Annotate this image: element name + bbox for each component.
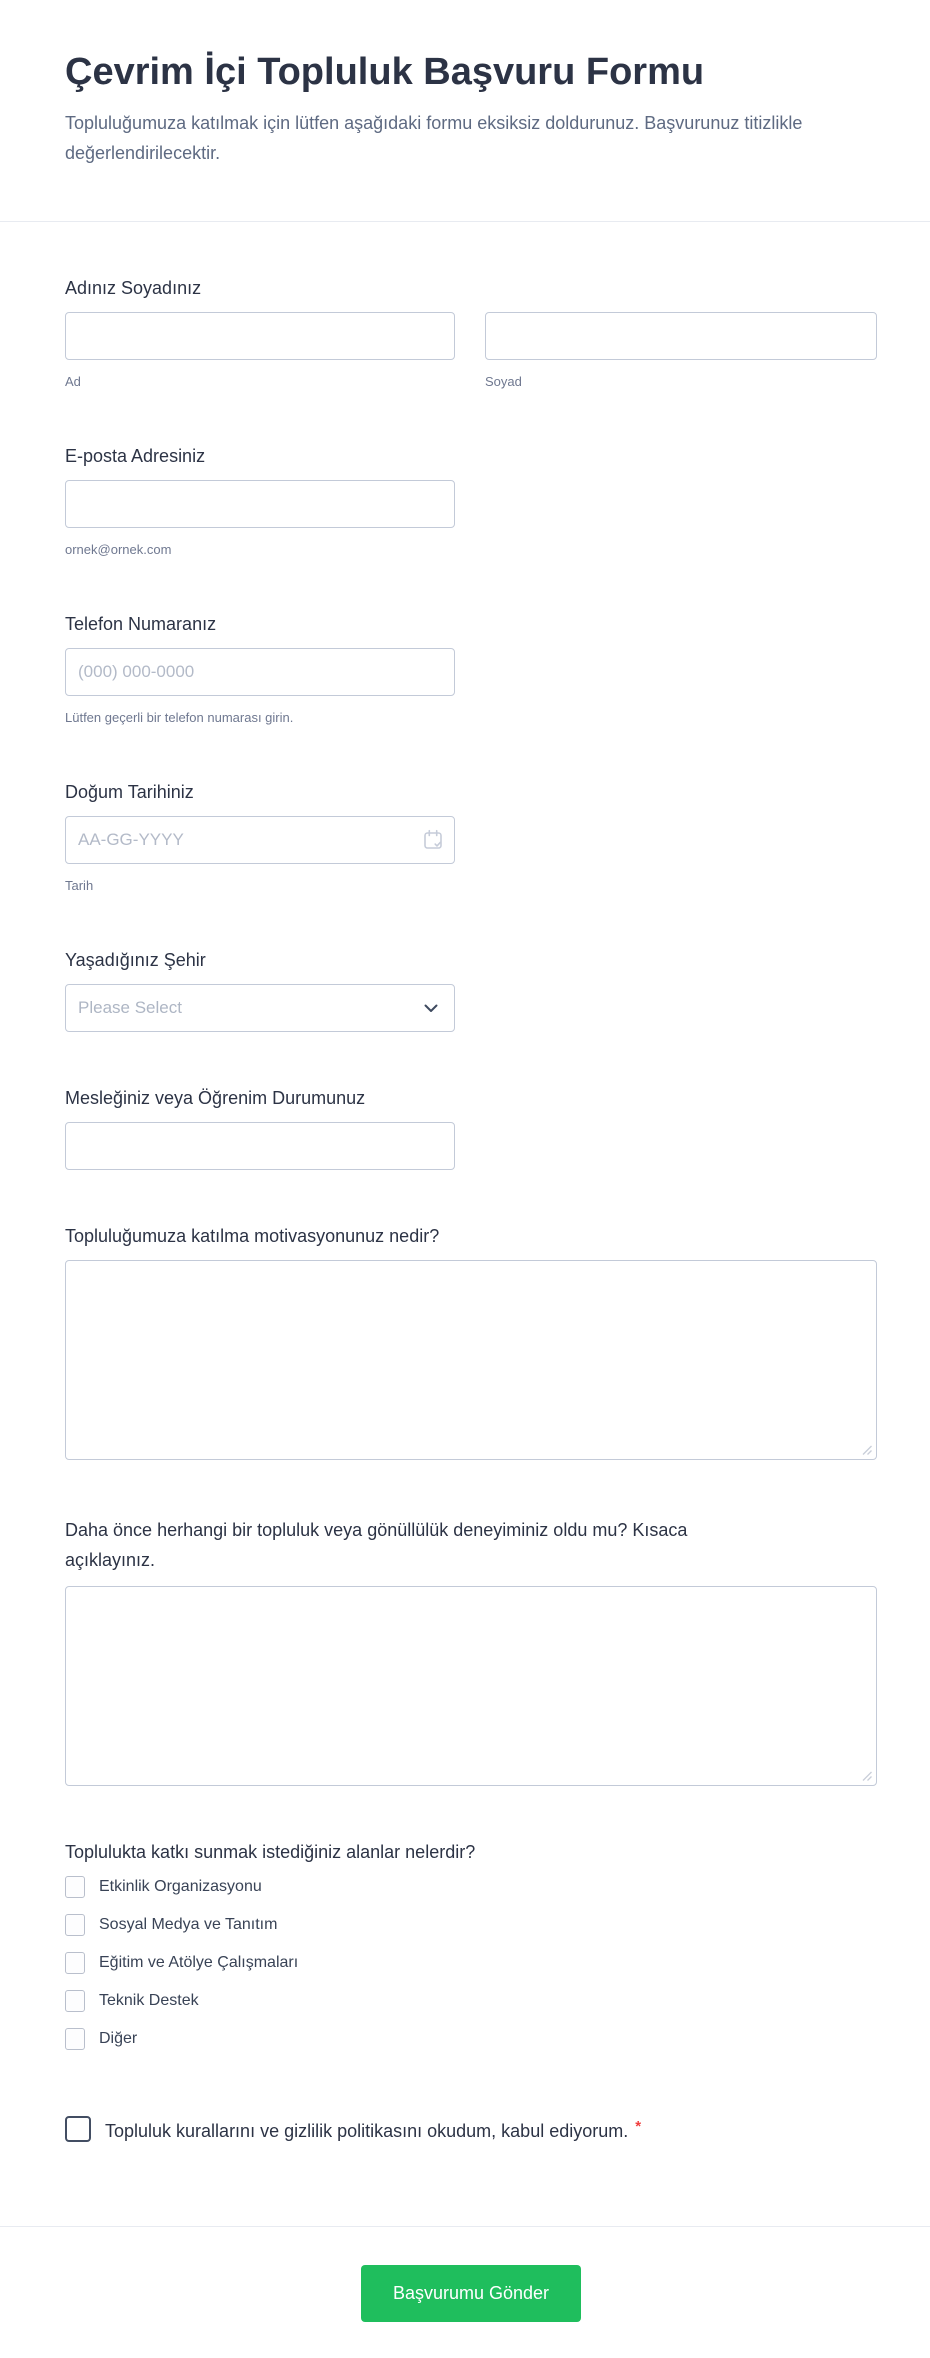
contribution-option-label: Teknik Destek [99,1992,199,2009]
footer-divider [0,2226,930,2227]
contribution-option-3[interactable] [65,1952,877,1974]
birthdate-input[interactable] [65,816,455,864]
page-title: Çevrim İçi Topluluk Başvuru Formu [65,51,705,93]
field-birthdate [65,781,877,894]
occupation-label: Mesleğiniz veya Öğrenim Durumunuz [65,1088,366,1108]
agreement-label: Topluluk kurallarını ve gizlilik politikasını okudum, kabul ediyorum. * [105,2118,642,2141]
last-name-input[interactable] [485,312,877,360]
contribution-option-4[interactable] [65,1990,877,2012]
field-email [65,445,877,558]
contribution-option-label: Sosyal Medya ve Tanıtım [99,1916,278,1933]
field-city [65,949,877,1032]
city-select-value: Please Select [78,998,182,1017]
checkbox-icon[interactable] [65,1876,85,1898]
form-header [0,0,930,168]
city-label: Yaşadığınız Şehir [65,950,206,970]
checkbox-icon[interactable] [65,1952,85,1974]
field-motivation [65,1225,877,1460]
phone-input[interactable] [65,648,455,696]
field-experience [65,1515,877,1786]
field-agreement [65,2114,877,2144]
checkbox-icon[interactable] [65,1914,85,1936]
contribution-option-1[interactable] [65,1876,877,1898]
first-name-sublabel: Ad [65,374,81,389]
field-occupation [65,1087,877,1170]
form-subtitle: Topluluğumuza katılmak için lütfen aşağıdaki formu eksiksiz doldurunuz. Başvurunuz titizlikle değerlendirilecektir. [65,113,803,163]
calendar-icon[interactable] [423,830,443,851]
email-label: E-posta Adresiniz [65,446,206,466]
email-input[interactable] [65,480,455,528]
motivation-textarea[interactable] [65,1260,877,1460]
contribution-option-2[interactable] [65,1914,877,1936]
birthdate-sublabel: Tarih [65,878,94,893]
field-contribution [65,1841,877,2050]
checkbox-icon[interactable] [65,1990,85,2012]
fullname-label: Adınız Soyadınız [65,278,202,298]
experience-textarea[interactable] [65,1586,877,1786]
email-sublabel: ornek@ornek.com [65,542,172,557]
phone-helper: Lütfen geçerli bir telefon numarası girin. [65,710,294,725]
contribution-option-label: Etkinlik Organizasyonu [99,1878,262,1895]
contribution-option-label: Eğitim ve Atölye Çalışmaları [99,1954,299,1971]
contribution-option-label: Diğer [99,2030,138,2047]
last-name-sublabel: Soyad [485,374,522,389]
city-select[interactable] [65,984,455,1032]
contribution-options [65,1876,877,2050]
header-divider [0,221,930,222]
submit-button[interactable]: Başvurumu Gönder [361,2265,581,2322]
field-fullname [65,277,877,390]
chevron-down-icon [424,1004,438,1013]
agreement-checkbox[interactable] [65,2116,91,2142]
experience-label: Daha önce herhangi bir topluluk veya gönüllülük deneyiminiz oldu mu? Kısaca açıklayınız. [65,1520,688,1570]
required-asterisk: * [635,2118,642,2135]
contribution-option-5[interactable] [65,2028,877,2050]
contribution-label: Toplulukta katkı sunmak istediğiniz alanlar nelerdir? [65,1842,476,1862]
field-phone [65,613,877,726]
birthdate-label: Doğum Tarihiniz [65,782,194,802]
motivation-label: Topluluğumuza katılma motivasyonunuz nedir? [65,1226,440,1246]
submit-area [0,2265,930,2322]
occupation-input[interactable] [65,1122,455,1170]
phone-label: Telefon Numaranız [65,614,217,634]
checkbox-icon[interactable] [65,2028,85,2050]
first-name-input[interactable] [65,312,455,360]
